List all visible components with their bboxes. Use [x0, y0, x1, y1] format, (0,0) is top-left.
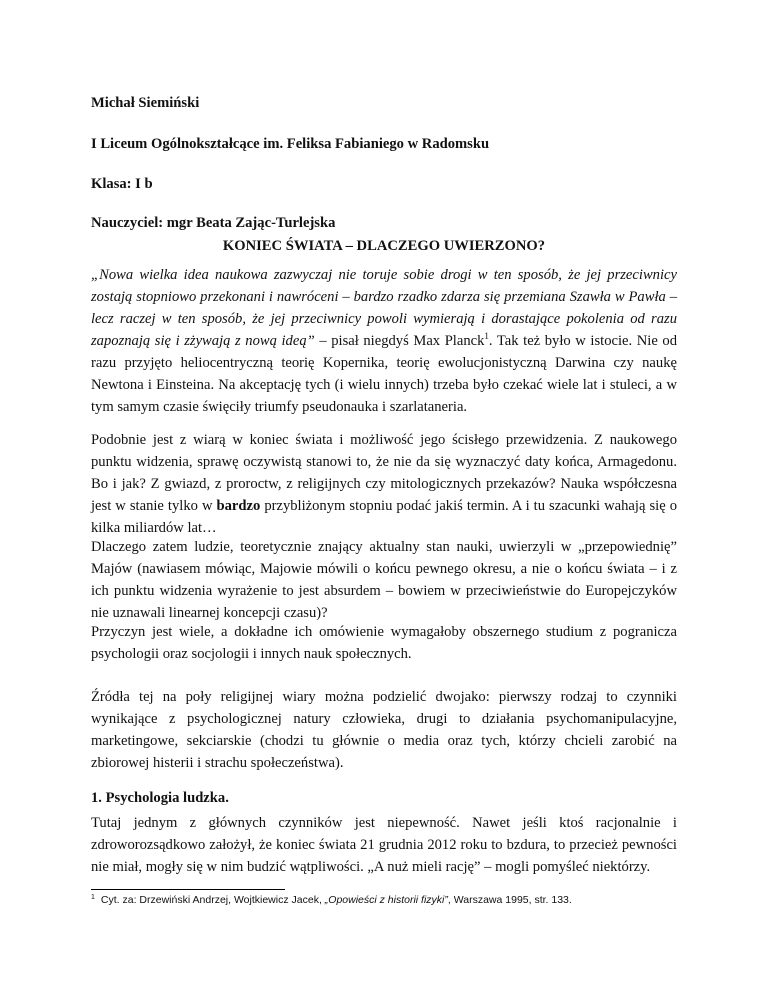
paragraph-2-text-end: przybliżonym stopniu podać jakiś termin. A i tu szacunki wahają się o kilka miliardów lat… — [91, 498, 677, 536]
quote-attribution: – pisał niegdyś Max Planck — [314, 333, 485, 349]
emphasis-bold: bardzo — [216, 498, 261, 514]
paragraph-2-text: Podobnie jest z wiarą w koniec świata i możliwość jego ścisłego przewidzenia. Z naukowego punktu widzenia, sprawę oczywistą stanowi to, że nie da się wyznaczyć daty końca, Armagedonu. Bo i jak? Z gwiazd, z proroctw, z religijnych czy mitologicznych przekazów? Nauka współczesna jest w stanie tylko w — [91, 432, 677, 514]
paragraph-3: Dlaczego zatem ludzie, teoretycznie znający aktualny stan nauki, uwierzyli w „przepowiednię” Majów (nawiasem mówiąc, Majowie mówili o końcu pewnego okresu, a nie o końcu świata – i z ich punktu widzenia wyrażenie to jest absurdem – bowiem w przeciwieństwie do Europejczyków nie uznawali linearnej koncepcji czasu)? — [91, 539, 677, 621]
paragraph-1-rest: . Tak też było w istocie. Nie od razu przyjęto heliocentryczną teorię Kopernika, teorię ewolucjonistyczną Darwina czy naukę Newtona i Einsteina. Na akceptację tych (i wielu innych) trzeba było czekać wiele lat i stuleci, a w tym samym czasie święciły triumfy pseudonauka i szarlataneria. — [91, 333, 677, 415]
paragraph-5: Źródła tej na poły religijnej wiary można podzielić dwojako: pierwszy rodzaj to czynniki wynikające z psychologicznej natury człowieka, drugi to działania psychomanipulacyjne, marketingowe, sekciarskie (chodzi tu głównie o media oraz tych, którzy chcieli zarobić na zbiorowej histerii i strachu społeczeństwa). — [91, 689, 677, 771]
school-name: I Liceum Ogólnokształcące im. Feliksa Fabianiego w Radomsku — [91, 136, 490, 152]
paragraph-1 — [91, 264, 677, 418]
footnote-divider — [91, 889, 285, 890]
paragraph-6: Tutaj jednym z głównych czynników jest niepewność. Nawet jeśli ktoś racjonalnie i zdroworozsądkowo założył, że koniec świata 21 grudnia 2012 roku to bzdura, to przecież pewności nie miał, mogły się w nim budzić wątpliwości. „A nuż mieli rację” – mogli pomyśleć niektórzy. — [91, 815, 677, 875]
footnote-text-end: , Warszawa 1995, str. 133. — [447, 894, 572, 906]
footnote-text: Cyt. za: Drzewiński Andrzej, Wojtkiewicz Jacek, — [100, 894, 325, 906]
footnote — [91, 894, 691, 906]
paragraph-2 — [91, 429, 677, 539]
footnote-number: 1 — [91, 893, 95, 901]
section-heading: 1. Psychologia ludzka. — [91, 790, 229, 806]
footnote-book-title: „Opowieści z historii fizyki” — [324, 894, 448, 906]
paragraph-4: Przyczyn jest wiele, a dokładne ich omówienie wymagałoby obszernego studium z pogranicza psychologii oraz socjologii i innych nauk społecznych. — [91, 624, 677, 662]
author-name: Michał Siemiński — [91, 95, 200, 111]
teacher-line: Nauczyciel: mgr Beata Zając-Turlejska — [91, 215, 336, 231]
planck-quote: „Nowa wielka idea naukowa zazwyczaj nie toruje sobie drogi w ten sposób, że jej przeciwnicy zostają stopniowo przekonani i nawróceni – bardzo rzadko zdarza się przemiana Szawła w Pawła – lecz raczej w ten sposób, że jej przeciwnicy powoli wymierają i dorastające pokolenia od razu zapoznają się i zżywają z nową ideą” — [91, 267, 677, 349]
class-line: Klasa: I b — [91, 176, 153, 192]
footnote-reference[interactable]: 1 — [484, 331, 489, 342]
essay-title: KONIEC ŚWIATA – DLACZEGO UWIERZONO? — [222, 238, 546, 254]
